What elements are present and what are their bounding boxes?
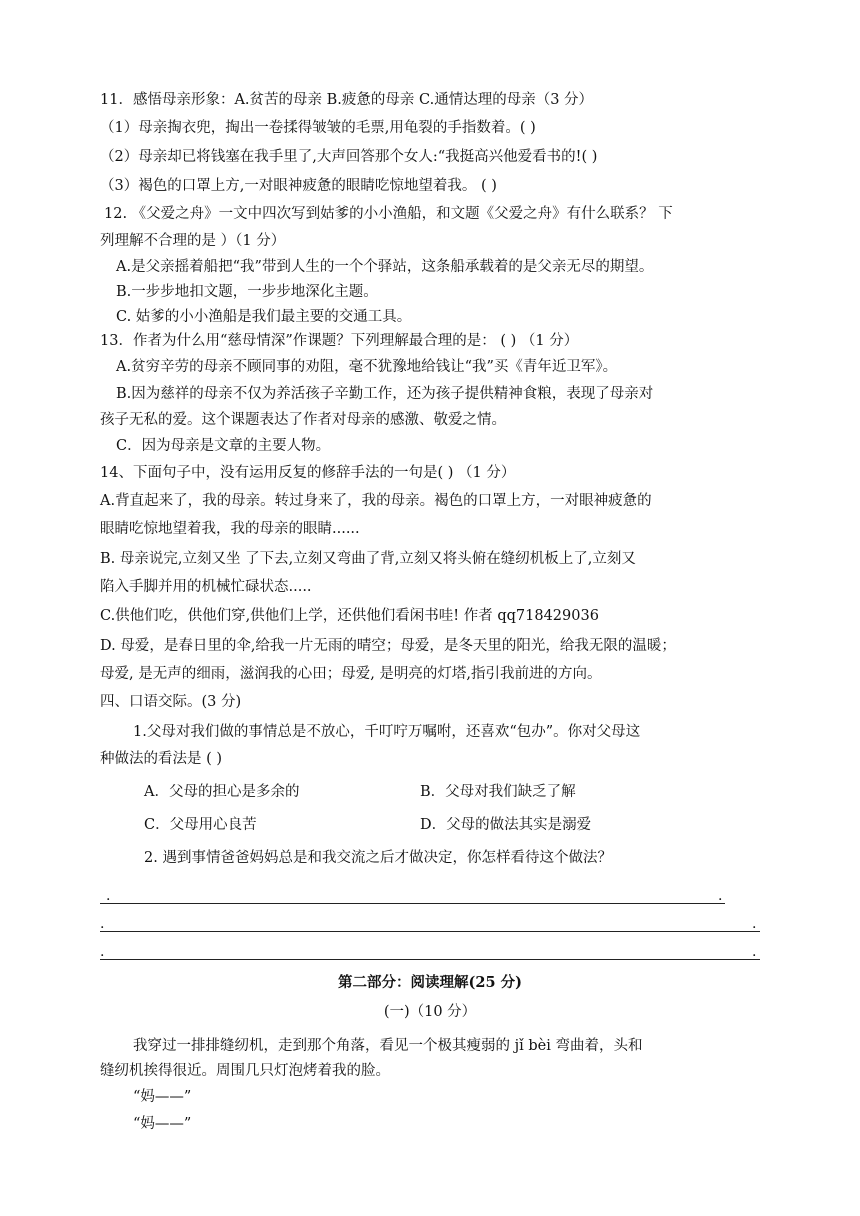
q14-stem: 14、下面句子中，没有运用反复的修辞手法的一句是( ) （1 分） (100, 465, 516, 481)
s4-option-b: B．父母对我们缺乏了解 (420, 784, 576, 800)
q11-stem: 11．感悟母亲形象：A.贫苦的母亲 B.疲惫的母亲 C.通情达理的母亲（3 分） (100, 92, 594, 108)
answer-line-2[interactable] (100, 931, 760, 932)
q11-item-2: （2）母亲却已将钱塞在我手里了,大声回答那个女人:“我挺高兴他爱看书的!( ) (100, 149, 598, 165)
s4-q2: 2. 遇到事情爸爸妈妈总是和我交流之后才做决定，你怎样看待这个做法？ (144, 850, 612, 866)
q11-item-1: （1）母亲掏衣兜，掏出一卷揉得皱皱的毛票,用龟裂的手指数着。( ) (100, 120, 536, 136)
s4-option-c: C．父母用心良苦 (144, 817, 257, 833)
q14-option-d-line1: D. 母爱，是春日里的伞,给我一片无雨的晴空；母爱，是冬天里的阳光，给我无限的温暖； (100, 638, 676, 654)
q12-option-c: C. 姑爹的小小渔船是我们最主要的交通工具。 (116, 309, 412, 325)
q12-stem-line1: 12. 《父爱之舟》一文中四次写到姑爹的小小渔船，和文题《父爱之舟》有什么联系？ 下 (104, 206, 673, 222)
q13-option-a: A.贫穷辛劳的母亲不顾同事的劝阻，毫不犹豫地给钱让“我”买《青年近卫军》。 (116, 359, 618, 375)
answer-line-3-start-dot: . (100, 944, 105, 960)
part2-subtitle: (一)（10 分） (383, 1004, 477, 1020)
answer-line-3[interactable] (100, 959, 760, 960)
q14-option-b-line1: B. 母亲说完,立刻又坐 了下去,立刻又弯曲了背,立刻又将头俯在缝纫机板上了,立刻又 (100, 551, 636, 567)
q14-option-a-line2: 眼睛吃惊地望着我，我的母亲的眼睛...... (100, 521, 360, 537)
q12-option-a: A.是父亲摇着船把“我”带到人生的一个个驿站，这条船承载着的是父亲无尽的期望。 (116, 259, 654, 275)
part2-title: 第二部分：阅读理解(25 分) (338, 974, 522, 991)
q12-stem-line2: 列理解不合理的是 ）（1 分） (100, 233, 286, 249)
q13-stem: 13．作者为什么用“慈母情深”作课题？下列理解最合理的是： ( ) （1 分） (100, 333, 579, 349)
q14-option-d-line2: 母爱, 是无声的细雨，滋润我的心田；母爱, 是明亮的灯塔,指引我前进的方向。 (100, 666, 602, 682)
q14-option-a-line1: A.背直起来了，我的母亲。转过身来了，我的母亲。褐色的口罩上方，一对眼神疲惫的 (100, 493, 652, 509)
answer-line-1-start-dot: . (106, 888, 111, 904)
passage-line-1: 我穿过一排排缝纫机，走到那个角落，看见一个极其瘦弱的 jǐ bèi 弯曲着，头和 (133, 1038, 643, 1054)
passage-dialogue-1: “妈——” (133, 1089, 192, 1105)
q14-option-c: C.供他们吃，供他们穿,供他们上学，还供他们看闲书哇! 作者 qq718429036 (100, 608, 599, 624)
s4-q1-line2: 种做法的看法是 ( ) (100, 751, 223, 767)
answer-line-2-start-dot: . (100, 916, 105, 932)
answer-line-2-end-dot: . (752, 916, 757, 932)
answer-line-3-end-dot: . (752, 944, 757, 960)
passage-line-2: 缝纫机挨得很近。周围几只灯泡烤着我的脸。 (100, 1063, 390, 1079)
answer-line-1-end-dot: . (718, 888, 723, 904)
q12-option-b: B.一步步地扣文题，一步步地深化主题。 (116, 284, 378, 300)
q13-option-b-line1: B.因为慈祥的母亲不仅为养活孩子辛勤工作，还为孩子提供精神食粮，表现了母亲对 (116, 386, 654, 402)
q13-option-b-line2: 孩子无私的爱。这个课题表达了作者对母亲的感激、敬爱之情。 (100, 412, 506, 428)
q14-option-b-line2: 陷入手脚并用的机械忙碌状态..... (100, 579, 312, 595)
s4-q1-line1: 1.父母对我们做的事情总是不放心，千叮咛万嘱咐，还喜欢“包办”。你对父母这 (133, 724, 641, 740)
s4-option-d: D．父母的做法其实是溺爱 (420, 817, 592, 833)
answer-line-1[interactable] (100, 903, 725, 904)
section4-title: 四、口语交际。(3 分) (100, 694, 242, 710)
q13-option-c: C．因为母亲是文章的主要人物。 (116, 438, 331, 454)
q11-item-3: （3）褐色的口罩上方,一对眼神疲惫的眼睛吃惊地望着我。 ( ) (100, 178, 497, 194)
passage-dialogue-2: “妈——” (133, 1116, 192, 1132)
s4-option-a: A．父母的担心是多余的 (144, 784, 300, 800)
